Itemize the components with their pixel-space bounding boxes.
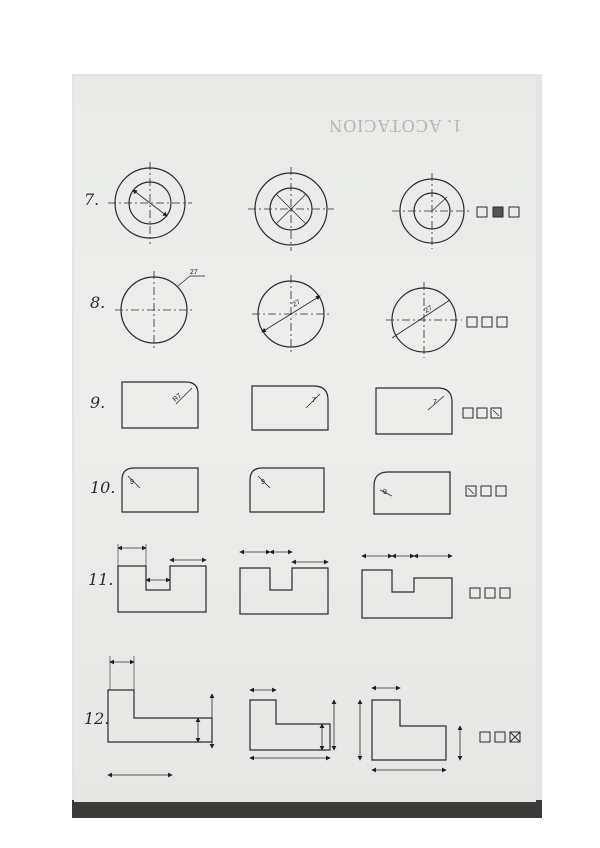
exercise-11 <box>88 544 452 618</box>
radius-label-8a: 27 <box>190 269 198 276</box>
page-title-mirrored: 1. ACOTACION <box>328 116 462 136</box>
answer-boxes-10[interactable] <box>466 486 506 496</box>
radius-label-9a: R7 <box>171 392 184 404</box>
radius-label-9c: 7 <box>433 399 437 406</box>
exercise-11-number: 11. <box>88 570 114 589</box>
radius-label-8b: 27 <box>291 298 302 309</box>
radius-label-10c: 9 <box>383 489 387 496</box>
answer-boxes-7[interactable] <box>477 207 519 217</box>
radius-label-10b: 9 <box>261 479 265 486</box>
answer-boxes-8[interactable] <box>467 317 507 327</box>
exercise-12 <box>84 656 460 775</box>
exercise-9 <box>90 382 452 434</box>
exercise-7-number: 7. <box>84 190 100 209</box>
exercise-12-number: 12. <box>84 709 110 728</box>
exercise-9-number: 9. <box>90 393 106 412</box>
exercise-10 <box>90 468 450 514</box>
exercise-8 <box>90 269 462 358</box>
radius-label-8c: 27 <box>423 304 434 315</box>
answer-boxes-9[interactable] <box>463 408 501 418</box>
radius-label-10a: 9 <box>130 479 134 486</box>
exercise-10-number: 10. <box>90 478 116 497</box>
answer-boxes-11[interactable] <box>470 588 510 598</box>
answer-boxes-12[interactable] <box>480 732 520 742</box>
radius-label-9b: 7 <box>312 397 316 404</box>
exercise-8-number: 8. <box>90 293 106 312</box>
exercise-7 <box>84 162 472 251</box>
